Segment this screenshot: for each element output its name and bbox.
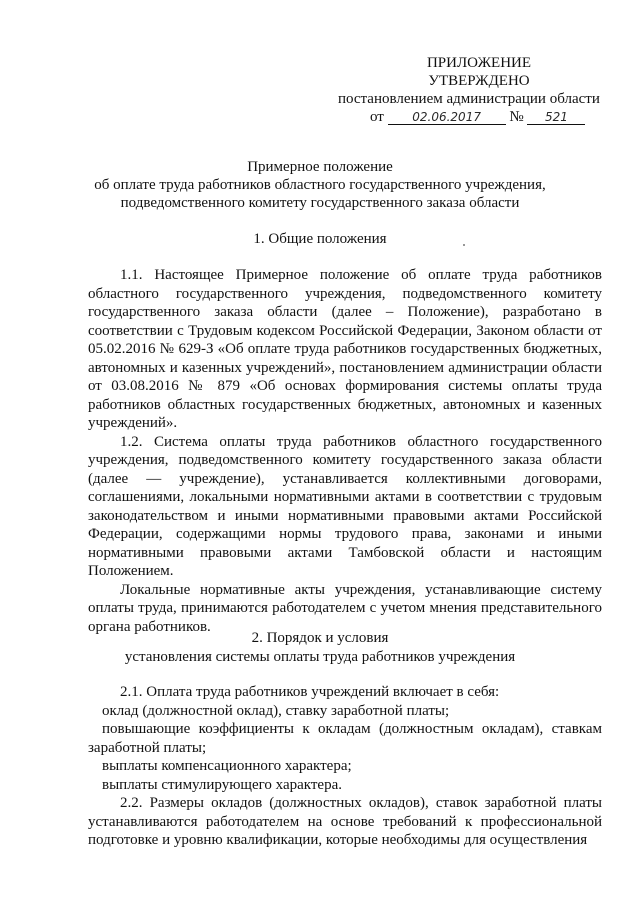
approval-basis: постановлением администрации области	[338, 91, 600, 107]
list-item-compensation: выплаты компенсационного характера;	[102, 758, 352, 774]
paragraph-1-3: Локальные нормативные акты учреждения, устанавливающие систему оплаты труда, принимаются работодателем с учетом мнения представительного органа работников.	[88, 581, 602, 635]
document-title	[40, 158, 600, 212]
paragraph-2-2: 2.2. Размеры окладов (должностных окладов), ставок заработной платы устанавливаются работодателем на основе требований к профессиональной подготовке и уровню квалификации, которые необходимы для осуществления	[88, 795, 602, 848]
section-2-heading-line-2: установления системы оплаты труда работников учреждения	[124, 649, 516, 665]
title-line-3: подведомственного комитету государственного заказа области	[120, 195, 520, 211]
section-2-body	[88, 683, 602, 850]
date-prefix: от	[370, 109, 384, 125]
approval-block	[330, 54, 610, 126]
appendix-label: ПРИЛОЖЕНИЕ	[426, 55, 532, 71]
paragraph-2-1: 2.1. Оплата труда работников учреждений включает в себя:	[120, 684, 500, 700]
section-2-heading-line-1: 2. Порядок и условия	[251, 630, 389, 646]
number-prefix: №	[509, 109, 524, 125]
paragraph-1-1: 1.1. Настоящее Примерное положение об оплате труда работников областного государственного учреждения, подведомственного комитету государственного заказа области (далее – Положение), разработано в соответствии с Трудовым кодексом Российской Федерации, Законом области от 05.02.2016 № 629-З «Об оплате труда работников государственных бюджетных, автономных и казенных учреждений», постановлением администрации области от 03.08.2016 № 879 «Об основах формирования системы оплаты труда работников областных государственных бюджетных, автономных и казенных учреждений».	[88, 267, 602, 431]
approved-label: УТВЕРЖДЕНО	[428, 73, 530, 89]
list-item-incentive: выплаты стимулирующего характера.	[102, 776, 342, 793]
section-1-body	[88, 266, 602, 636]
approval-date: 02.06.2017	[388, 110, 506, 125]
approval-number: 521	[527, 110, 585, 125]
list-item-salary: оклад (должностной оклад), ставку заработной платы;	[102, 702, 450, 719]
approval-date-line	[370, 108, 610, 126]
list-item-coefficients: повышающие коэффициенты к окладам (должностным окладам), ставкам заработной платы;	[88, 721, 602, 756]
title-line-1: Примерное положение	[247, 159, 393, 175]
title-line-2: об оплате труда работников областного государственного учреждения,	[94, 177, 546, 193]
section-1-heading: 1. Общие положения	[253, 231, 387, 247]
paragraph-1-2: 1.2. Система оплаты труда работников областного государственного учреждения, подведомственного комитету государственного заказа области (далее — учреждение), устанавливается коллективными договорами, соглашениями, локальными нормативными актами в соответствии с трудовым законодательством и иными нормативными правовыми актами Российской Федерации, содержащими нормы трудового права, законами и иными нормативными правовыми актами Тамбовской области и настоящим Положением.	[88, 433, 602, 579]
